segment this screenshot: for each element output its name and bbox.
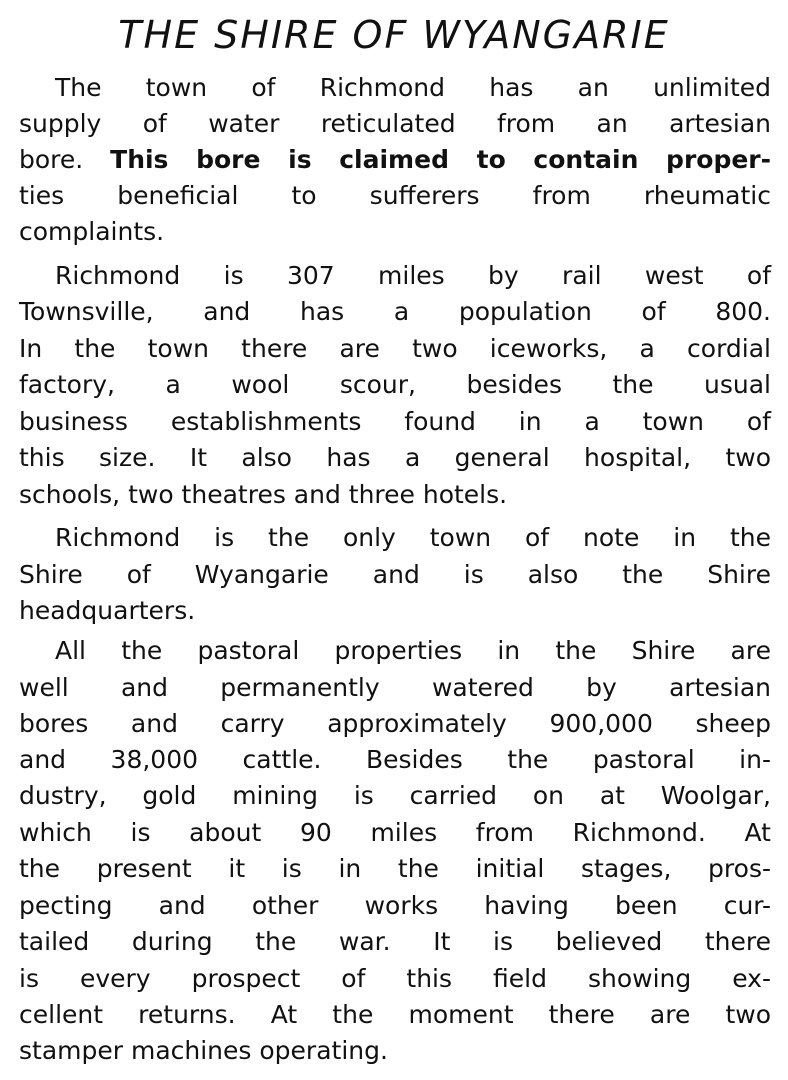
paragraph-2-line-2: Townsville, and has a population of 800. bbox=[19, 297, 771, 326]
article-title: THE SHIRE OF WYANGARIE bbox=[118, 13, 670, 57]
paragraph-4-line-11: cellent returns. At the moment there are two bbox=[19, 1000, 771, 1029]
paragraph-1-line-1: The town of Richmond has an unlimited bbox=[55, 73, 771, 102]
paragraph-4-line-5: dustry, gold mining is carried on at Woolgar, bbox=[19, 781, 771, 810]
paragraph-1-line-5: complaints. bbox=[19, 217, 165, 246]
paragraph-4-line-2: well and permanently watered by artesian bbox=[19, 673, 771, 702]
paragraph-2-line-3: In the town there are two iceworks, a cordial bbox=[19, 334, 771, 363]
paragraph-4-line-4: and 38,000 cattle. Besides the pastoral in- bbox=[19, 745, 771, 774]
paragraph-1-line-3 bbox=[19, 142, 771, 178]
paragraph-2-line-1: Richmond is 307 miles by rail west of bbox=[55, 261, 771, 290]
paragraph-2-line-5: business establishments found in a town of bbox=[19, 407, 771, 436]
paragraph-3-line-2: Shire of Wyangarie and is also the Shire bbox=[19, 560, 771, 589]
paragraph-4-line-9: tailed during the war. It is believed there bbox=[19, 927, 771, 956]
line-plain-segment: bore. bbox=[19, 145, 111, 174]
paragraph-2-line-6: this size. It also has a general hospital, two bbox=[19, 443, 771, 472]
paragraph-4-line-12: stamper machines operating. bbox=[19, 1036, 388, 1065]
paragraph-4-line-10: is every prospect of this field showing ex- bbox=[19, 964, 771, 993]
paragraph-1-line-2: supply of water reticulated from an artesian bbox=[19, 109, 771, 138]
paragraph-3-line-1: Richmond is the only town of note in the bbox=[55, 523, 771, 552]
line-bold-segment: This bore is claimed to contain proper- bbox=[110, 145, 772, 174]
paragraph-4-line-1: All the pastoral properties in the Shire are bbox=[55, 636, 771, 665]
paragraph-4-line-7: the present it is in the initial stages, pros- bbox=[19, 854, 771, 883]
paragraph-2-line-7: schools, two theatres and three hotels. bbox=[19, 480, 508, 509]
paragraph-1-line-4: ties beneficial to sufferers from rheumatic bbox=[19, 181, 771, 210]
paragraph-3-line-3: headquarters. bbox=[19, 596, 196, 625]
paragraph-2-line-4: factory, a wool scour, besides the usual bbox=[19, 370, 771, 399]
paragraph-4-line-3: bores and carry approximately 900,000 sheep bbox=[19, 709, 771, 738]
paragraph-4-line-8: pecting and other works having been cur- bbox=[19, 891, 771, 920]
paragraph-4-line-6: which is about 90 miles from Richmond. At bbox=[19, 818, 771, 847]
